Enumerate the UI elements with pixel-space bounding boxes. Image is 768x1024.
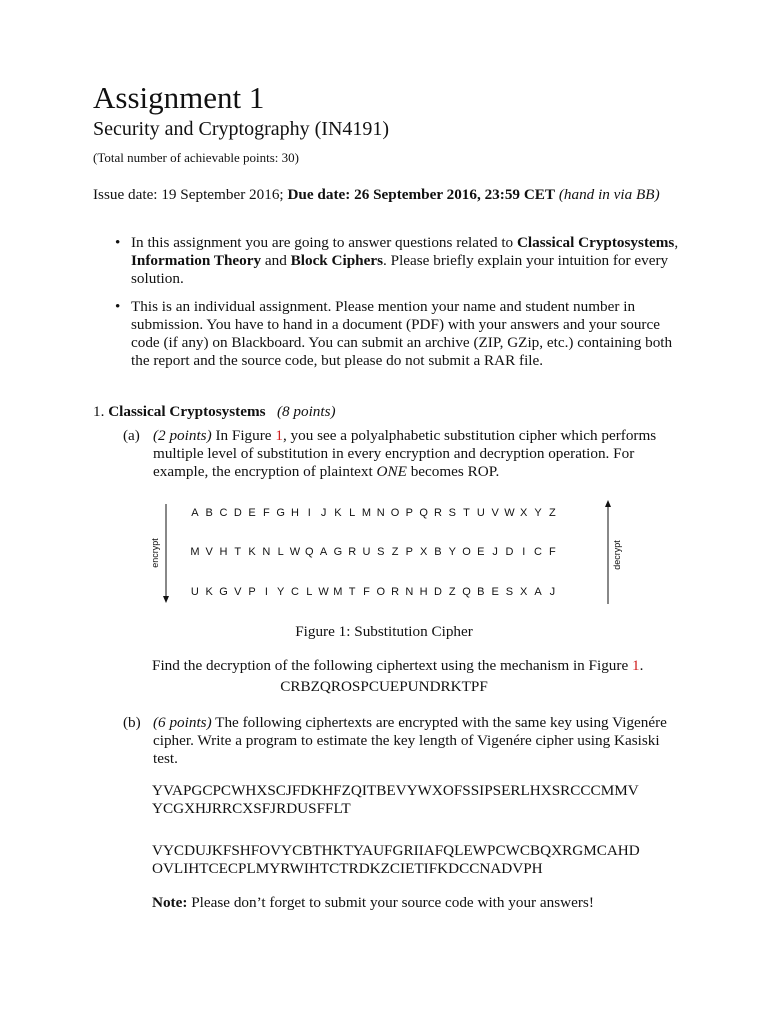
due-date: Due date: 26 September 2016, 23:59 CET — [287, 186, 556, 203]
cipher-letter: H — [419, 586, 429, 598]
cipher-letter: X — [520, 507, 528, 519]
hand-in-note: (hand in via BB) — [555, 186, 660, 203]
cipher-letter: Z — [548, 507, 557, 519]
cipher-letter: F — [363, 586, 371, 598]
cipher-letter: T — [463, 507, 471, 519]
cipher-letter: Z — [391, 546, 399, 558]
cipher-letter: A — [534, 586, 543, 598]
cipher-letter: I — [307, 507, 312, 519]
cipher-letter: I — [522, 546, 526, 558]
cipher-letter: H — [219, 546, 228, 558]
cipher-letter: U — [362, 546, 371, 558]
cipher-letter: K — [205, 586, 214, 598]
cipher-letter: E — [491, 586, 500, 598]
cipher-letter: X — [520, 586, 528, 598]
cipher-row-bottom — [188, 586, 588, 598]
note: Note: Please don’t forget to submit your source code with your answers! — [152, 894, 594, 911]
cipher-letter: C — [291, 586, 300, 598]
cipher-letter: C — [534, 546, 543, 558]
cipher-letter: M — [333, 586, 343, 598]
cipher-letter: V — [491, 507, 500, 519]
cipher-letter: G — [219, 586, 229, 598]
course-subtitle: Security and Cryptography (IN4191) — [93, 118, 390, 140]
cipher-letter: U — [190, 586, 200, 598]
cipher-letter: J — [492, 546, 499, 558]
cipher-letter: X — [419, 546, 428, 558]
cipher-letter: K — [334, 507, 343, 519]
encrypt-label: encrypt — [150, 538, 160, 568]
cipher-letter: M — [190, 546, 200, 558]
cipher-letter: A — [319, 546, 328, 558]
cipher-letter: S — [377, 546, 385, 558]
issue-date: Issue date: 19 September 2016; — [93, 186, 288, 203]
cipher-letter: Y — [277, 586, 285, 598]
cipher-letter: W — [504, 507, 516, 519]
cipher-letter: E — [248, 507, 257, 519]
list-item: • This is an individual assignment. Please mention your name and student number in submission. You have to hand in a document (PDF) with your answers and your source code (if any) on Blackboard. You can submit an archive (ZIP, GZip, etc.) containing both the report and the source code, but please do not submit a RAR file. — [115, 298, 673, 369]
cipher-letter: V — [234, 586, 242, 598]
cipher-letter: D — [505, 546, 514, 558]
question-1a: (a) (2 points) In Figure 1, you see a polyalphabetic substitution cipher which performs multiple level of substitution in every encryption and decryption operation. For example, the encryption of plaintext ONE becomes ROP. — [123, 427, 657, 480]
cipher-letter: H — [291, 507, 300, 519]
cipher-letter: L — [277, 546, 285, 558]
encrypt-arrow-icon — [162, 504, 170, 604]
cipher-letter: O — [462, 546, 472, 558]
cipher-row-middle — [188, 546, 588, 558]
cipher-letter: G — [333, 546, 343, 558]
cipher-letter: F — [548, 546, 557, 558]
ciphertext-1a: CRBZQROSPCUEPUNDRKTPF — [280, 678, 488, 695]
substitution-cipher-figure — [140, 498, 630, 608]
cipher-letter: B — [477, 586, 485, 598]
cipher-letter: Y — [448, 546, 457, 558]
question-1b: (b) (6 points) The following ciphertexts are encrypted with the same key using Vigenére cipher. Write a program to estimate the key length of Vigenére cipher using Kasiski test. — [123, 714, 667, 767]
figure-ref-link[interactable]: 1 — [275, 427, 283, 444]
cipher-letter: W — [318, 586, 330, 598]
cipher-letter: R — [433, 507, 443, 519]
cipher-letter: P — [248, 586, 257, 598]
bullet-icon: • — [115, 298, 121, 315]
cipher-letter: J — [549, 586, 556, 598]
cipher-letter: Y — [534, 507, 543, 519]
cipher-letter: Q — [304, 546, 315, 558]
cipher-letter: R — [348, 546, 357, 558]
cipher-letter: K — [248, 546, 257, 558]
list-item: • In this assignment you are going to answer questions related to Classical Cryptosystems, Information Theory and Block Ciphers. Please briefly explain your intuition for every solution. — [115, 234, 679, 287]
assignment-title: Assignment 1 — [93, 80, 265, 115]
cipher-letter: W — [289, 546, 301, 558]
cipher-letter: Q — [419, 507, 429, 519]
cipher-letter: J — [320, 507, 327, 519]
cipher-letter: O — [390, 507, 400, 519]
cipher-letter: Q — [462, 586, 472, 598]
section-1-heading: 1. Classical Cryptosystems (8 points) — [93, 403, 336, 420]
figure-ref-link[interactable]: 1 — [632, 657, 640, 674]
cipher-letter: S — [448, 507, 457, 519]
cipher-letter: O — [376, 586, 386, 598]
cipher-letter: B — [205, 507, 214, 519]
issue-due-dates — [93, 186, 683, 204]
cipher-letter: I — [264, 586, 269, 598]
cipher-letter: D — [233, 507, 243, 519]
cipher-letter: F — [263, 507, 271, 519]
instructions-list — [93, 234, 683, 380]
figure-caption: Figure 1: Substitution Cipher — [295, 623, 473, 640]
bullet-icon: • — [115, 234, 121, 251]
ciphertext-block-2: VYCDUJKFSHFOVYCBTHKTYAUFGRIIAFQLEWPCWCBQXRGMCAHD OVLIHTCECPLMYRWIHTCTRDKZCIETIFKDCCNADVPH — [152, 842, 640, 877]
cipher-letter: L — [349, 507, 356, 519]
cipher-letter: A — [191, 507, 200, 519]
decrypt-label: decrypt — [612, 540, 622, 570]
cipher-letter: G — [276, 507, 286, 519]
cipher-letter: U — [476, 507, 486, 519]
cipher-letter: D — [433, 586, 443, 598]
cipher-letter: S — [505, 586, 514, 598]
cipher-letter: P — [405, 546, 414, 558]
cipher-letter: B — [434, 546, 443, 558]
decrypt-arrow-icon — [604, 500, 612, 604]
cipher-letter: Z — [448, 586, 457, 598]
cipher-letter: M — [361, 507, 372, 519]
cipher-letter: R — [391, 586, 400, 598]
question-1a-task: Find the decryption of the following ciphertext using the mechanism in Figure 1. — [152, 657, 644, 674]
cipher-letter: P — [405, 507, 414, 519]
ciphertext-block-1: YVAPGCPCWHXSCJFDKHFZQITBEVYWXOFSSIPSERLHXSRCCCMMV YCGXHJRRCXSFJRDUSFFLT — [152, 782, 639, 817]
cipher-letter: V — [205, 546, 214, 558]
cipher-letter: E — [477, 546, 485, 558]
cipher-letter: N — [262, 546, 271, 558]
cipher-letter: C — [219, 507, 228, 519]
cipher-row-plain — [188, 507, 588, 519]
cipher-letter: T — [234, 546, 242, 558]
total-points-note: (Total number of achievable points: 30) — [93, 150, 299, 165]
cipher-letter: L — [306, 586, 313, 598]
cipher-letter: N — [376, 507, 386, 519]
cipher-letter: T — [348, 586, 357, 598]
cipher-letter: N — [405, 586, 414, 598]
